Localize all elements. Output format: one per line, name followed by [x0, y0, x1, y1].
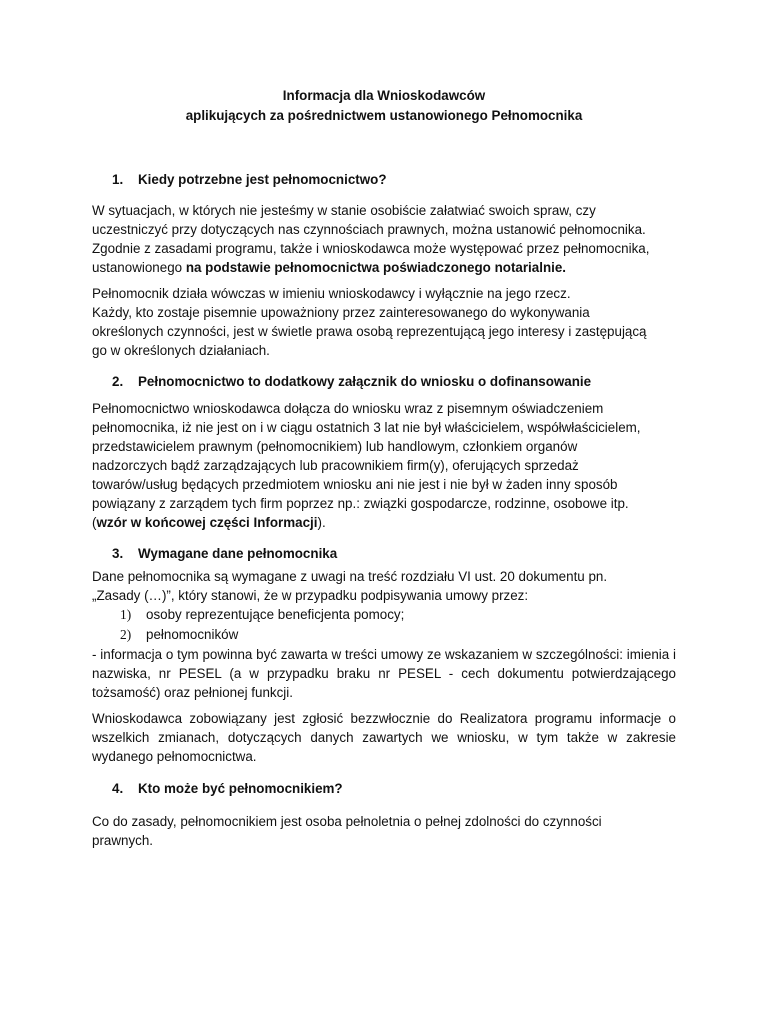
text-line: powiązany z zarządem tych firm poprzez np.: związki gospodarcze, rodzinne, osobowe itp. — [92, 496, 629, 511]
section-4-heading-text: Kto może być pełnomocnikiem? — [138, 781, 343, 796]
section-1-number: 1. — [112, 172, 124, 187]
section-3-info-paragraph: - informacja o tym powinna być zawarta w treści umowy ze wskazaniem w szczególności: imienia i nazwiska, nr PESEL (a w przypadku braku nr PESEL - cech dokumentu potwierdzającego tożsamość) oraz pełnionej funkcji. — [92, 647, 676, 700]
text-line: prawnych. — [92, 833, 154, 848]
text-run: ustanowionego — [92, 260, 186, 275]
section-3-heading-text: Wymagane dane pełnomocnika — [138, 546, 338, 561]
text-run: ( — [92, 515, 97, 530]
section-2-heading — [92, 372, 676, 391]
text-line: pełnomocnika, iż nie jest on i w ciągu ostatnich 3 lat nie był właścicielem, współwłaścicielem, — [92, 420, 641, 435]
list-item-number: 1) — [120, 607, 132, 622]
section-1-paragraph-1 — [92, 201, 676, 277]
text-line: Pełnomocnik działa wówczas w imieniu wnioskodawcy i wyłącznie na jego rzecz. — [92, 286, 571, 301]
text-run: ). — [317, 515, 326, 530]
section-3-obligation-paragraph: Wnioskodawca zobowiązany jest zgłosić bezzwłocznie do Realizatora programu informacje o wszelkich zmianach, dotyczących danych zawartych we wniosku, w tym także w zakresie wydanego pełnomocnictwa. — [92, 711, 676, 764]
list-item — [92, 605, 676, 625]
text-line: W sytuacjach, w których nie jesteśmy w stanie osobiście załatwiać swoich spraw, czy — [92, 203, 596, 218]
list-item-text: pełnomocników — [146, 627, 239, 642]
document-title-line-1: Informacja dla Wnioskodawców — [282, 88, 486, 103]
text-line — [92, 258, 676, 277]
section-1-heading-text: Kiedy potrzebne jest pełnomocnictwo? — [138, 172, 387, 187]
list-item-number: 2) — [120, 627, 132, 642]
section-3-list — [92, 605, 676, 645]
text-line: towarów/usług będących przedmiotem wniosku ani nie jest i nie był w żaden inny sposób — [92, 477, 618, 492]
text-line: Każdy, kto zostaje pisemnie upoważniony przez zainteresowanego do wykonywania — [92, 305, 590, 320]
bold-text-run: wzór w końcowej części Informacji — [96, 515, 318, 530]
text-line: uczestniczyć przy dotyczących nas czynnościach prawnych, można ustanowić pełnomocnika. — [92, 222, 646, 237]
section-3-heading — [92, 544, 676, 563]
section-3-number: 3. — [112, 546, 124, 561]
text-line: go w określonych działaniach. — [92, 343, 270, 358]
list-item-text: osoby reprezentujące beneficjenta pomocy; — [146, 607, 405, 622]
list-item — [92, 625, 676, 645]
document-title-line-2: aplikujących za pośrednictwem ustanowionego Pełnomocnika — [185, 108, 583, 123]
section-3-intro — [92, 567, 676, 605]
section-2-number: 2. — [112, 374, 124, 389]
section-4-number: 4. — [112, 781, 124, 796]
section-2-heading-text: Pełnomocnictwo to dodatkowy załącznik do wniosku o dofinansowanie — [138, 374, 592, 389]
text-line — [92, 513, 676, 532]
text-line: „Zasady (…)”, który stanowi, że w przypadku podpisywania umowy przez: — [92, 588, 529, 603]
text-line: przedstawicielem prawnym (pełnomocnikiem) lub handlowym, członkiem organów — [92, 439, 578, 454]
text-line: Co do zasady, pełnomocnikiem jest osoba pełnoletnia o pełnej zdolności do czynności — [92, 814, 602, 829]
text-line: określonych czynności, jest w świetle prawa osobą reprezentującą jego interesy i zastępującą — [92, 324, 647, 339]
text-line: nadzorczych bądź zarządzających lub pracownikiem firm(y), oferujących sprzedaż — [92, 458, 579, 473]
text-line: Dane pełnomocnika są wymagane z uwagi na treść rozdziału VI ust. 20 dokumentu pn. — [92, 569, 608, 584]
bold-text-run: na podstawie pełnomocnictwa poświadczonego notarialnie. — [185, 260, 567, 275]
text-line: Zgodnie z zasadami programu, także i wnioskodawca może występować przez pełnomocnika, — [92, 241, 650, 256]
section-4-paragraph — [92, 812, 676, 850]
text-line: Pełnomocnictwo wnioskodawca dołącza do wniosku wraz z pisemnym oświadczeniem — [92, 401, 604, 416]
section-2-paragraph — [92, 399, 676, 532]
section-1-heading — [92, 170, 676, 189]
section-1-paragraph-2 — [92, 284, 676, 360]
section-4-heading — [92, 779, 676, 798]
